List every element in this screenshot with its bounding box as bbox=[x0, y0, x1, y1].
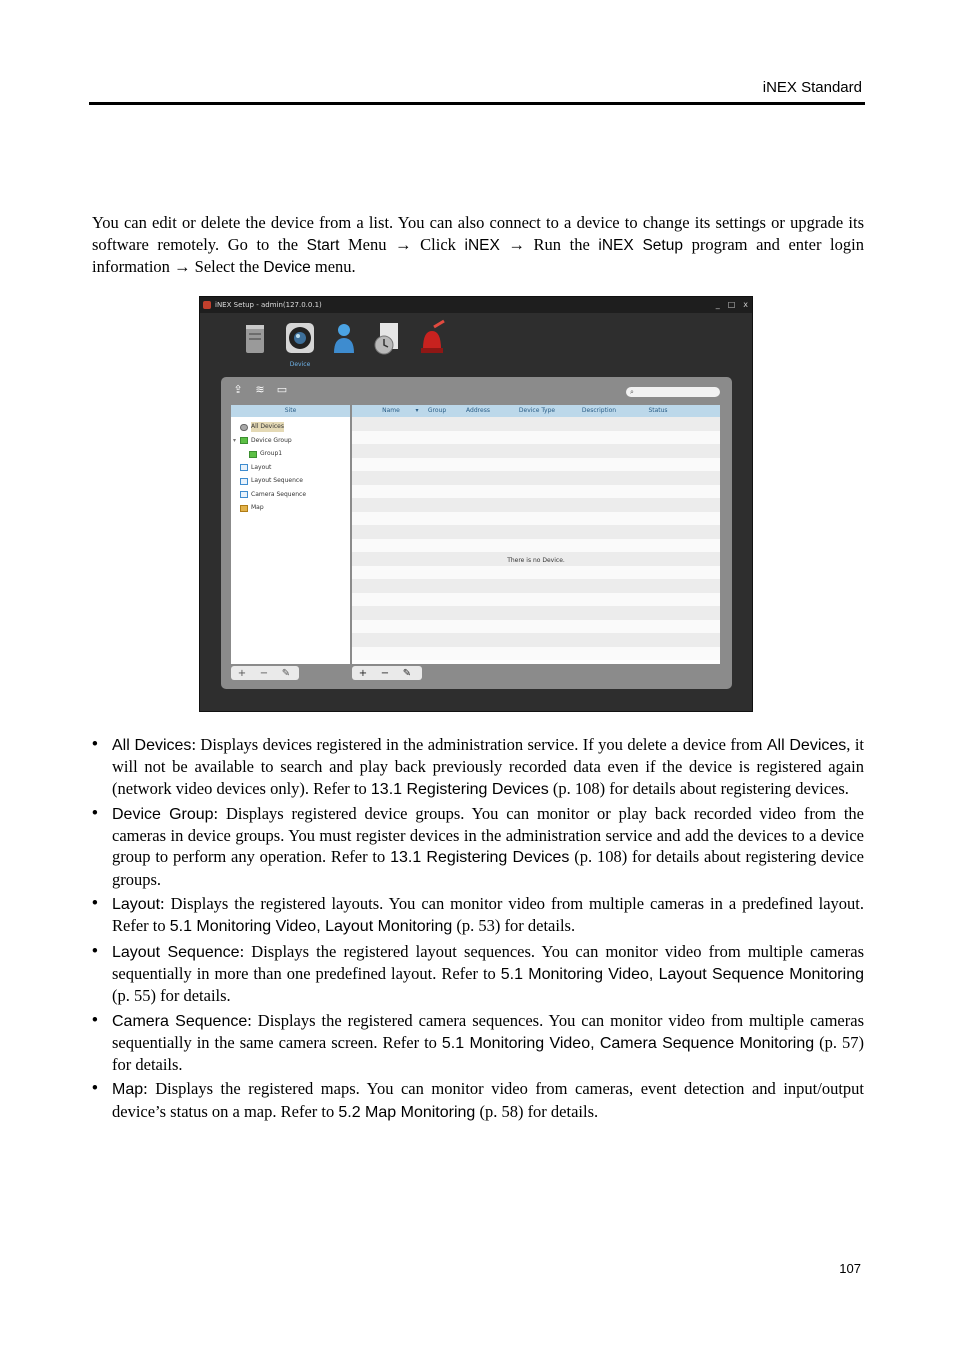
table-row bbox=[352, 498, 720, 512]
intro-paragraph bbox=[92, 212, 864, 279]
intro-text: Menu → Click bbox=[339, 234, 465, 254]
window-title: iNEX Setup - admin(127.0.0.1) bbox=[215, 301, 322, 309]
bullet-text: (p. 58) for details. bbox=[475, 1101, 599, 1121]
table-row bbox=[352, 539, 720, 553]
term-reference: Camera Sequence bbox=[112, 1012, 248, 1030]
tree-node[interactable] bbox=[240, 463, 271, 473]
column-status[interactable]: Status bbox=[648, 407, 668, 414]
tree-node-label: Map bbox=[251, 504, 264, 511]
term-reference: 5.1 Monitoring Video, Camera Sequence Monitoring bbox=[441, 1034, 815, 1052]
inex-setup-ref: iNEX Setup bbox=[598, 236, 683, 254]
term-reference: 5.1 Monitoring Video, Layout Sequence Monitoring bbox=[500, 965, 864, 983]
term-reference: Layout bbox=[112, 896, 161, 914]
table-row bbox=[352, 444, 720, 458]
tree-node[interactable] bbox=[240, 490, 306, 500]
table-row bbox=[352, 525, 720, 539]
table-row bbox=[352, 471, 720, 485]
app-icon bbox=[203, 301, 211, 309]
bullet-text: : Displays devices registered in the administration service. If you delete a device from bbox=[191, 735, 767, 754]
bullet-text: : Displays the registered layout sequences. You can monitor video from multiple cameras sequentially in more than one predefined layout. Refer to bbox=[112, 941, 864, 983]
start-menu-ref: Start bbox=[306, 236, 340, 254]
term-reference: 13.1 Registering Devices bbox=[390, 849, 570, 867]
close-button[interactable]: x bbox=[743, 300, 748, 309]
bullet-text: : Displays the registered camera sequences. You can monitor video from multiple cameras sequentially in the same camera screen. Refer to bbox=[112, 1010, 864, 1052]
spacer bbox=[352, 405, 372, 417]
term-reference: Device Group bbox=[112, 805, 214, 823]
bullet-item bbox=[92, 893, 864, 938]
bullet-list bbox=[92, 734, 864, 1126]
empty-message: There is no Device. bbox=[507, 557, 565, 564]
device-rows bbox=[352, 417, 720, 660]
device-panel bbox=[221, 377, 732, 689]
bullet-text: (p. 108) for details about registering device groups. bbox=[112, 847, 864, 889]
site-footer-bar bbox=[231, 666, 299, 680]
intro-text: menu. bbox=[310, 257, 356, 276]
table-row bbox=[352, 606, 720, 620]
bullet-item bbox=[92, 1078, 864, 1123]
bullet-text: (p. 57) for details. bbox=[112, 1032, 864, 1075]
header-rule bbox=[89, 102, 865, 105]
table-row bbox=[352, 512, 720, 526]
table-row bbox=[352, 579, 720, 593]
bullet-text: : Displays the registered maps. You can monitor video from cameras, event detection and input/output device’s status on a map. Refer to bbox=[112, 1079, 864, 1121]
bullet-item bbox=[92, 803, 864, 890]
table-row bbox=[352, 485, 720, 499]
intro-text: program and enter login information → Select the bbox=[92, 234, 864, 276]
term-reference: Layout Sequence bbox=[112, 943, 240, 961]
tree-node-icon bbox=[240, 491, 248, 498]
bullet-text: (p. 55) for details. bbox=[112, 986, 231, 1006]
term-reference: 13.1 Registering Devices bbox=[370, 780, 549, 798]
running-header: iNEX Standard bbox=[762, 79, 862, 96]
column-name[interactable]: Name bbox=[382, 407, 400, 414]
remove-site-button[interactable]: − bbox=[259, 667, 269, 679]
edit-device-button[interactable]: ✎ bbox=[402, 667, 412, 679]
schedule-icon[interactable] bbox=[372, 319, 404, 359]
bullet-text: (p. 108) for details about registering devices. bbox=[548, 778, 849, 798]
inex-ref: iNEX bbox=[464, 236, 500, 254]
folder-icon[interactable]: ▭ bbox=[276, 383, 288, 396]
tree-node-label: Device Group bbox=[251, 436, 292, 444]
alarm-icon[interactable] bbox=[416, 319, 448, 359]
term-reference: All Devices bbox=[766, 737, 847, 754]
table-row bbox=[352, 566, 720, 580]
bullet-text: , it will not be available to search and play back previously recorded data even if the device is registered again (network video devices only). Refer to bbox=[112, 735, 865, 798]
column-description[interactable]: Description bbox=[581, 407, 617, 414]
sort-icon: ▾ bbox=[415, 407, 419, 414]
site-tree-pane bbox=[231, 405, 350, 664]
add-device-button[interactable]: + bbox=[358, 667, 368, 679]
site-header-label: Site bbox=[284, 407, 297, 414]
device-list-header bbox=[352, 405, 720, 417]
term-reference: Map bbox=[112, 1081, 144, 1099]
table-row bbox=[352, 417, 720, 431]
intro-text: You can edit or delete the device from a list. You can also connect to a device to change its settings or upgrade its software remotely. Go to the bbox=[92, 213, 864, 254]
maximize-button[interactable]: □ bbox=[727, 300, 736, 309]
device-label: Device bbox=[289, 361, 311, 368]
table-row bbox=[352, 431, 720, 445]
device-menu-ref: Device bbox=[263, 259, 311, 276]
tree-node-icon bbox=[249, 451, 257, 458]
bullet-item bbox=[92, 734, 864, 800]
device-camera-icon[interactable] bbox=[284, 319, 316, 368]
tree-node[interactable] bbox=[240, 422, 284, 432]
device-footer-bar bbox=[352, 666, 422, 680]
upload-icon[interactable]: ⇪ bbox=[233, 383, 243, 396]
bullet-item bbox=[92, 941, 864, 1007]
column-device-type[interactable]: Device Type bbox=[518, 407, 556, 414]
term-reference: 5.2 Map Monitoring bbox=[338, 1103, 476, 1121]
term-reference: 5.1 Monitoring Video, Layout Monitoring bbox=[169, 918, 453, 936]
panel-toolbar bbox=[227, 381, 722, 401]
wifi-icon[interactable]: ≋ bbox=[255, 383, 265, 396]
tree-node-icon bbox=[240, 464, 248, 471]
intro-text: → Run the bbox=[499, 234, 599, 254]
tree-node-label: Layout bbox=[251, 463, 272, 471]
site-column-header bbox=[231, 405, 350, 417]
inex-setup-screenshot bbox=[199, 296, 753, 712]
bullet-text: : Displays registered device groups. You can monitor or play back recorded video from the cameras in device groups. You must register devices in the administration service and add the devices to a device group to perform any operation. Refer to bbox=[112, 803, 864, 867]
bullet-item bbox=[92, 1010, 864, 1076]
table-row bbox=[352, 593, 720, 607]
tree-node[interactable] bbox=[240, 476, 303, 486]
tree-node-icon bbox=[240, 478, 248, 485]
tree-node[interactable] bbox=[240, 436, 292, 446]
page-number: 107 bbox=[839, 1261, 861, 1276]
edit-site-button[interactable]: ✎ bbox=[281, 667, 291, 679]
tree-node-label: Camera Sequence bbox=[251, 490, 307, 498]
column-group[interactable]: Group bbox=[427, 407, 447, 414]
search-input[interactable]: ⌕ bbox=[626, 387, 720, 397]
window-titlebar bbox=[200, 297, 752, 313]
device-list-pane bbox=[352, 405, 720, 664]
remove-device-button[interactable]: − bbox=[380, 667, 390, 679]
add-site-button[interactable]: + bbox=[237, 667, 247, 679]
tree-node[interactable] bbox=[249, 449, 282, 459]
term-reference: All Devices bbox=[112, 737, 192, 754]
table-row bbox=[352, 633, 720, 647]
bullet-text: (p. 53) for details. bbox=[452, 916, 576, 936]
tree-node-icon bbox=[240, 505, 248, 512]
tree-node-icon bbox=[240, 424, 248, 431]
table-row bbox=[352, 458, 720, 472]
user-icon[interactable] bbox=[328, 319, 360, 359]
expand-toggle-icon[interactable]: ▾ bbox=[233, 437, 237, 444]
bullet-text: : Displays the registered layouts. You can monitor video from multiple cameras in a predefined layout. Refer to bbox=[112, 894, 864, 936]
column-address[interactable]: Address bbox=[466, 407, 490, 414]
tree-node-label: Layout Sequence bbox=[251, 477, 303, 484]
server-icon[interactable] bbox=[240, 319, 272, 359]
table-row bbox=[352, 647, 720, 661]
minimize-button[interactable]: _ bbox=[715, 300, 720, 309]
tree-node[interactable] bbox=[240, 503, 264, 513]
table-row bbox=[352, 620, 720, 634]
tree-node-label: Group1 bbox=[260, 450, 283, 457]
tree-node-icon bbox=[240, 437, 248, 444]
tree-node-label: All Devices bbox=[251, 423, 284, 430]
